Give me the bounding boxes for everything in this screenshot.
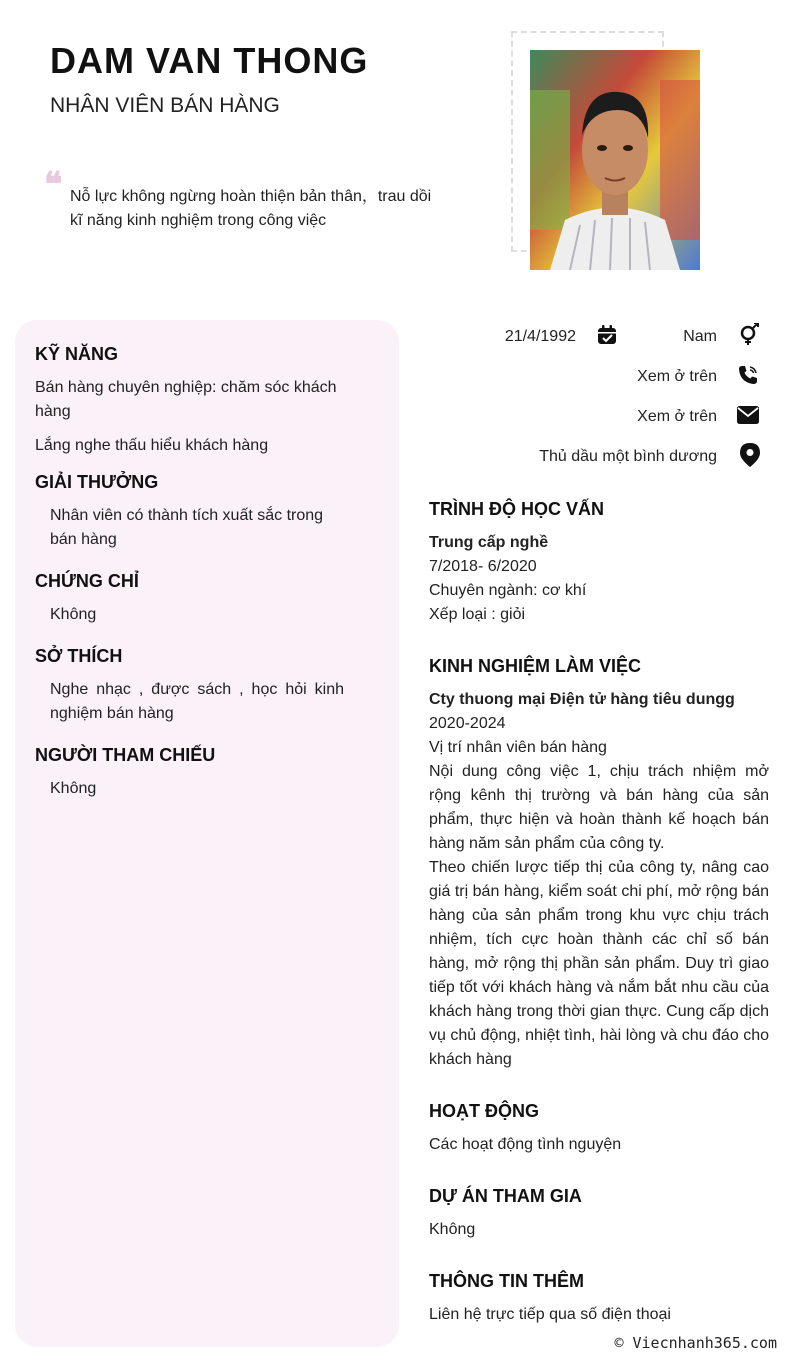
gender-icon — [739, 323, 761, 345]
school-name: Trung cấp nghề — [429, 534, 549, 551]
hobbies-text: Nghe nhạc , được sách , học hỏi kinh nghiệm bán hàng — [50, 681, 344, 722]
education-period: 7/2018- 6/2020 — [429, 558, 537, 575]
awards-title: GIẢI THƯỞNG — [35, 472, 159, 492]
education-rank: Xếp loại : giỏi — [429, 606, 526, 623]
candidate-name: DAM VAN THONG — [50, 40, 369, 81]
activities-title: HOẠT ĐỘNG — [429, 1101, 539, 1121]
gender-text: Nam — [683, 328, 717, 345]
projects-title: DỰ ÁN THAM GIA — [429, 1186, 582, 1206]
footer-watermark: © Viecnhanh365.com — [614, 1334, 777, 1352]
career-quote: Nỗ lực không ngừng hoàn thiện bản thân，trau dồi kĩ năng kinh nghiệm trong công việc — [70, 188, 432, 229]
address-text: Thủ dầu một bình dương — [539, 448, 717, 465]
certificates-title: CHỨNG CHỈ — [35, 571, 139, 591]
experience-title: KINH NGHIỆM LÀM VIỆC — [429, 656, 642, 676]
extra-info-text: Liên hệ trực tiếp qua số điện thoại — [429, 1306, 671, 1323]
phone-icon — [737, 364, 759, 386]
references-text: Không — [50, 780, 97, 797]
extra-info-title: THÔNG TIN THÊM — [429, 1271, 584, 1291]
skill-item: Bán hàng chuyên nghiệp: chăm sóc khách hàng — [35, 379, 337, 420]
activities-text: Các hoạt động tình nguyện — [429, 1136, 622, 1153]
calendar-icon — [596, 324, 618, 346]
job-title: NHÂN VIÊN BÁN HÀNG — [50, 94, 280, 117]
projects-text: Không — [429, 1221, 476, 1238]
certificates-text: Không — [50, 606, 97, 623]
mail-icon — [737, 404, 759, 426]
experience-period: 2020-2024 — [429, 715, 506, 732]
location-icon — [739, 444, 761, 466]
company-name: Cty thuong mại Điện tử hàng tiêu dungg — [429, 691, 735, 708]
birthday-text: 21/4/1992 — [504, 328, 576, 345]
education-title: TRÌNH ĐỘ HỌC VẤN — [429, 499, 604, 519]
portrait-photo — [530, 50, 700, 270]
experience-description: Nội dung công việc 1, chịu trách nhiệm mở rộng kênh thị trường và bán hàng của sản phẩm, thực hiện và hoàn thành kế hoạch bán hàng năm sản phẩm của công ty. — [429, 763, 769, 852]
email-text: Xem ở trên — [637, 408, 717, 425]
experience-position: Vị trí nhân viên bán hàng — [429, 739, 607, 756]
experience-description: Theo chiến lược tiếp thị của công ty, nâng cao giá trị bán hàng, kiểm soát chi phí, mở rộng bán hàng của sản phẩm trong khu vực chịu trách nhiệm, tích cực hoàn thành các chỉ số bán hàng, mở rộng thị phần sản phẩm. Duy trì giao tiếp tốt với khách hàng và nắm bắt nhu cầu của khách hàng trong thời gian thực. Cung cấp dịch vụ chủ động, nhiệt tình, hài lòng và chu đáo cho khách hàng — [429, 859, 769, 1068]
awards-text: Nhân viên có thành tích xuất sắc trong bán hàng — [50, 507, 324, 548]
skills-title: KỸ NĂNG — [35, 344, 119, 364]
education-major: Chuyên ngành: cơ khí — [429, 582, 587, 599]
quote-icon: ❝ — [44, 165, 63, 205]
skill-item: Lắng nghe thấu hiểu khách hàng — [35, 437, 269, 454]
references-title: NGƯỜI THAM CHIẾU — [35, 745, 216, 765]
phone-text: Xem ở trên — [637, 368, 717, 385]
hobbies-title: SỞ THÍCH — [35, 646, 123, 666]
